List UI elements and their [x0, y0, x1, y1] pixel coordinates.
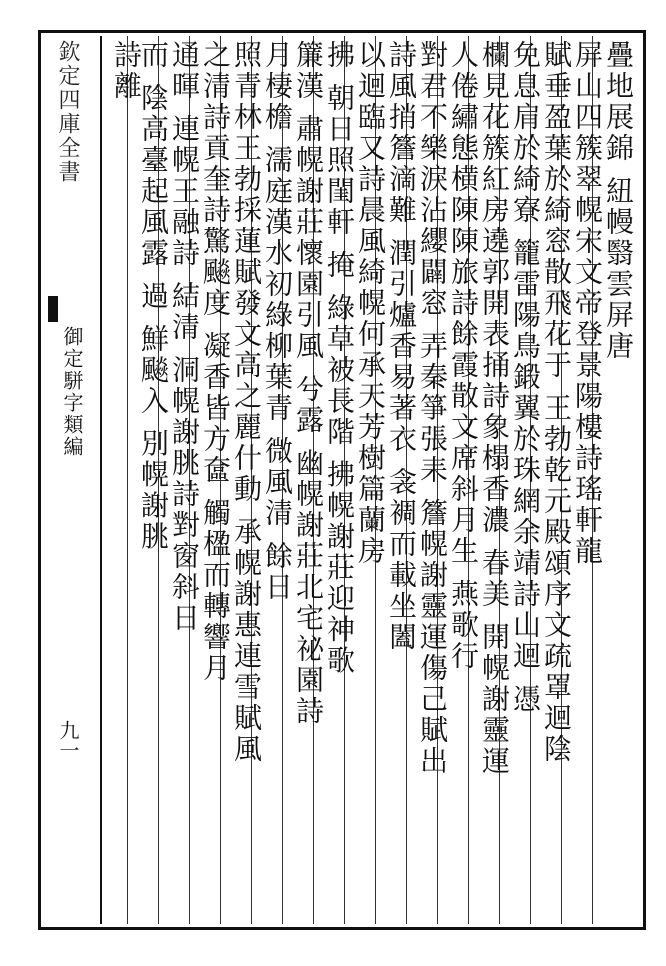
- margin-rule: [100, 36, 102, 924]
- text-column: 對君不樂淚沾纓闢窓 弄秦箏張耒 簷幌謝靈運傷己賦出: [416, 40, 449, 777]
- text-column: 簾漢 肅幌謝莊懷園引風 兮露 幽幌謝莊北宅祕園詩: [292, 40, 325, 727]
- text-column: 詩風捎簷滴難 潤引爐香易著衣 衾裯而載坐闔: [385, 40, 418, 653]
- edge-header-text: 欽定四庫全書: [55, 40, 80, 184]
- text-column: 免息肩於綺寮 籠雷陽鳥鍛翼於珠網余靖詩山迴 憑: [509, 40, 542, 715]
- text-column: 拂 朝日照閨軒 掩 綠草被長階 拂幌謝莊迎神歌: [323, 40, 356, 677]
- text-column: 之清詩貢奎詩驚飈度 凝香皆方奩 觸楹而轉響月: [199, 40, 232, 684]
- text-column: 欄見花簇紅房遶郭開表捅詩象榻香濃 春美 開幌謝靈運: [478, 40, 511, 777]
- fishtail-mark: [48, 296, 58, 322]
- text-column: 賦垂盈葉於綺窓散飛花于 王勃乾元殿頌序文疏罩迴陰: [540, 40, 573, 765]
- text-column: 而 陰高臺起風露 過 鮮飈入 別幌謝朓: [137, 40, 170, 553]
- text-column: 以迴臨又詩晨風綺幌何承天芳樹篇蘭房: [354, 40, 387, 567]
- text-column: 月棲檐 濡庭漢水初綠柳葉青 微風清 餘日: [261, 40, 294, 603]
- book-title: 御定駢字類編: [60, 326, 84, 458]
- text-column: 人倦繡態横陳陳旅詩餘霞散文席斜月生 燕歌行: [447, 40, 480, 672]
- text-column: 疊地展錦 紐幔翳雲屏唐: [602, 40, 635, 362]
- page-number: 九一: [56, 720, 80, 760]
- text-column: 照青林王勃採蓮賦發文高之麗什動 承幌謝惠連雪賦風: [230, 40, 263, 765]
- text-column: 詩離: [110, 40, 143, 102]
- text-column: 通暉 連幌王融詩 結清 洞幌謝朓詩對窗斜日: [168, 40, 201, 634]
- text-column: 屏山四簇翠幌宋文帝登景陽樓詩瑤軒龍: [571, 40, 604, 567]
